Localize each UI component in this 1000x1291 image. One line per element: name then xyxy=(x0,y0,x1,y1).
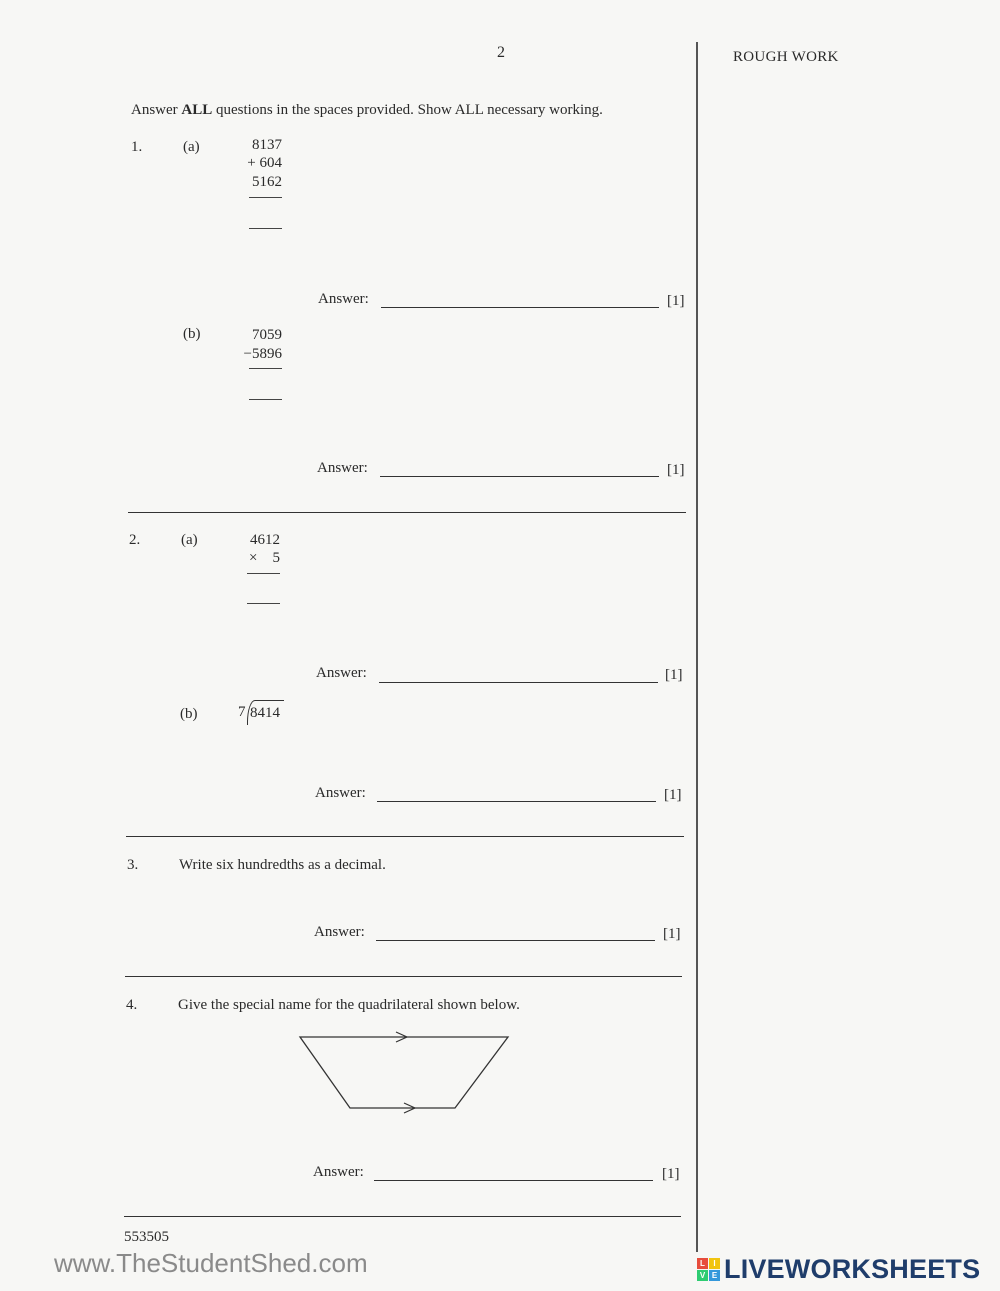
q3-answer-field[interactable] xyxy=(376,940,655,941)
q4-answer-label: Answer: xyxy=(313,1164,364,1180)
question-1b-label: (b) xyxy=(183,326,201,342)
section-separator xyxy=(124,1216,681,1217)
trapezium-shape xyxy=(300,1037,508,1108)
q2a-result-line xyxy=(247,603,280,604)
question-3-number: 3. xyxy=(127,857,139,873)
website-watermark: www.TheStudentShed.com xyxy=(54,1248,368,1278)
liveworksheets-icon: L I V E xyxy=(697,1258,720,1281)
q1b-operand-2: −5896 xyxy=(243,346,282,362)
q1b-sum-line xyxy=(249,368,282,369)
q2a-answer-label: Answer: xyxy=(316,665,367,681)
q3-mark: [1] xyxy=(663,926,681,942)
q1a-operand-3: 5162 xyxy=(252,174,282,190)
question-1a-label: (a) xyxy=(183,139,200,155)
section-separator xyxy=(128,512,686,513)
q1a-result-line xyxy=(249,228,282,229)
q2b-dividend: 8414 xyxy=(250,705,280,721)
page-number: 2 xyxy=(497,44,505,61)
q2a-answer-field[interactable] xyxy=(379,682,658,683)
trapezium-figure xyxy=(290,1026,520,1116)
q3-answer-label: Answer: xyxy=(314,924,365,940)
question-2b-label: (b) xyxy=(180,706,198,722)
question-4-number: 4. xyxy=(126,997,138,1013)
q2b-mark: [1] xyxy=(664,787,682,803)
question-2a-label: (a) xyxy=(181,532,198,548)
q1b-answer-label: Answer: xyxy=(317,460,368,476)
q1a-answer-label: Answer: xyxy=(318,291,369,307)
section-separator xyxy=(126,836,684,837)
question-1-number: 1. xyxy=(131,139,143,155)
q2a-product-line xyxy=(247,573,280,574)
q1a-sum-line xyxy=(249,197,282,198)
instructions: Answer ALL questions in the spaces provided. Show ALL necessary working. xyxy=(131,102,603,118)
q1b-operand-1: 7059 xyxy=(252,327,282,343)
question-2-number: 2. xyxy=(129,532,141,548)
liveworksheets-wordmark: LIVEWORKSHEETS xyxy=(724,1254,981,1284)
q2b-divisor: 7 xyxy=(238,704,246,720)
paper-code: 553505 xyxy=(124,1229,169,1245)
q1b-result-line xyxy=(249,399,282,400)
q2b-answer-field[interactable] xyxy=(377,801,656,802)
q4-mark: [1] xyxy=(662,1166,680,1182)
q2b-answer-label: Answer: xyxy=(315,785,366,801)
q1b-answer-field[interactable] xyxy=(380,476,659,477)
question-3-text: Write six hundredths as a decimal. xyxy=(179,857,386,873)
q2a-operand-2: × 5 xyxy=(249,550,280,566)
q4-answer-field[interactable] xyxy=(374,1180,653,1181)
rough-work-divider xyxy=(696,42,698,1252)
q1a-answer-field[interactable] xyxy=(381,307,659,308)
q2a-operand-1: 4612 xyxy=(250,532,280,548)
question-4-text: Give the special name for the quadrilateral shown below. xyxy=(178,997,520,1013)
q1b-mark: [1] xyxy=(667,462,685,478)
q1a-operand-1: 8137 xyxy=(252,137,282,153)
rough-work-heading: ROUGH WORK xyxy=(733,49,839,65)
q1a-mark: [1] xyxy=(667,293,685,309)
q2a-mark: [1] xyxy=(665,667,683,683)
liveworksheets-logo xyxy=(697,1254,980,1285)
q1a-operand-2: + 604 xyxy=(247,155,282,171)
section-separator xyxy=(125,976,682,977)
